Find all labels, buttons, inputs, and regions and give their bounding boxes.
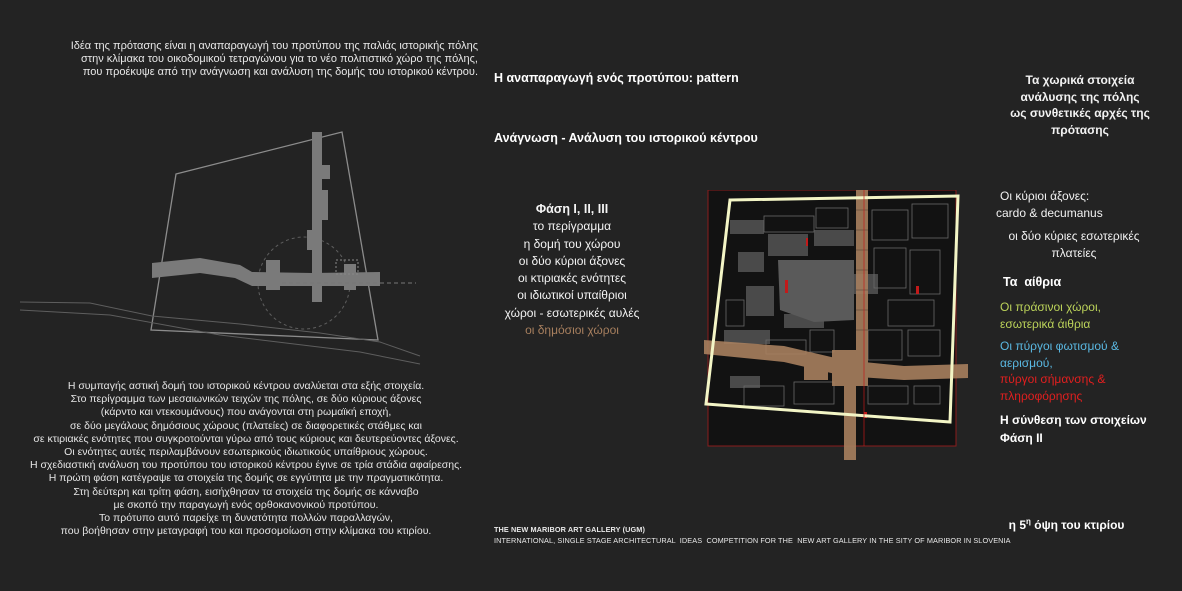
- analysis-line: με σκοπό την παραγωγή ενός ορθοκανονικού προτύπου.: [113, 498, 379, 511]
- fifth-view-sup: η: [1026, 517, 1031, 526]
- phase2-label: Φάση ΙΙ: [1000, 431, 1043, 445]
- footer-subtitle: INTERNATIONAL, SINGLE STAGE ARCHITECTURAL IDEAS COMPETITION FOR THE NEW ART GALLERY IN THE SITY OF MARIBOR IN SLOVENIA: [494, 536, 1011, 545]
- analysis-line: Στη δεύτερη και τρίτη φάση, εισήχθησαν τα στοιχεία της δομής σε κάνναβο: [73, 485, 419, 498]
- courtyard-block: [730, 220, 764, 234]
- right-title-line: Τα χωρικά στοιχεία: [1025, 73, 1135, 87]
- phase-item: οι ιδιωτικοί υπαίθριοι: [517, 288, 627, 303]
- axis-segment: [318, 190, 328, 220]
- phase-item: οι δύο κύριοι άξονες: [518, 253, 626, 268]
- pattern-heading: Η αναπαραγωγή ενός προτύπου: pattern: [494, 71, 739, 85]
- courtyard-block: [746, 286, 774, 316]
- analysis-line: που βοήθησαν στην μεταγραφή του και προσομοίωση στην κλίμακα του κτιρίου.: [60, 525, 432, 538]
- block-plan-diagram: [704, 190, 968, 460]
- cardo-extension: [844, 386, 856, 460]
- footer-title: THE NEW MARIBOR ART GALLERY (UGM): [494, 525, 645, 534]
- intro-line: που προέκυψε από την ανάγνωση και ανάλυση της δομής του ιστορικού κέντρου.: [82, 66, 478, 78]
- right-title-line: πρότασης: [1051, 123, 1109, 138]
- phase-item: χώροι - εσωτερικές αυλές: [504, 305, 640, 320]
- analysis-line: Οι ενότητες αυτές περιλαμβάνουν εσωτερικούς ιδιωτικούς υπαίθριους χώρους.: [64, 446, 428, 459]
- intro-line: Ιδέα της πρότασης είναι η αναπαραγωγή του προτύπου της παλιάς ιστορικής πόλης: [70, 40, 478, 52]
- right-title: [996, 72, 1164, 139]
- plaza-path: [832, 350, 868, 386]
- courtyard-block: [724, 330, 770, 344]
- city-wall-outline: [151, 132, 378, 340]
- phase-title: Φάση Ι, ΙΙ, ΙΙΙ: [535, 202, 609, 216]
- fifth-view-prefix: η 5: [1008, 518, 1027, 532]
- green-line: εσωτερικά άιθρια: [1000, 316, 1091, 331]
- axis-segment: [344, 264, 356, 290]
- courtyard-block: [768, 234, 808, 256]
- axes-label: [996, 188, 1103, 222]
- signal-tower: [785, 280, 788, 293]
- courtyard-block: [814, 230, 854, 246]
- signal-line: πληροφόρησης: [1000, 388, 1083, 403]
- plaza-path: [804, 366, 828, 380]
- squares-label: [1002, 228, 1146, 262]
- squares-line: οι δύο κύριες εσωτερικές: [1008, 229, 1140, 243]
- terrain-line: [20, 310, 420, 364]
- analysis-line: Το πρότυπο αυτό παρείχε τη δυνατότητα πολλών παραλλαγών,: [99, 512, 393, 525]
- atria-label: Τα αίθρια: [1003, 275, 1062, 289]
- towers-line: Οι πύργοι φωτισμού &: [1000, 339, 1119, 353]
- fifth-view-suffix: όψη του κτιρίου: [1030, 518, 1125, 532]
- analysis-line: σε δύο μεγάλους δημόσιους χώρους (πλατείες) σε διαφορετικές στάθμες και: [70, 419, 422, 432]
- squares-line: πλατείες: [1051, 246, 1097, 260]
- synthesis-label: Η σύνθεση των στοιχείων: [1000, 413, 1147, 427]
- analysis-line: Η σχεδιαστική ανάλυση του προτύπου του ιστορικού κέντρου έγινε σε τρία στάδια αφαίρεσης.: [29, 459, 463, 472]
- analysis-line: (κάρντο και ντεκουμάνους) που ανάγονται στη ρωμαϊκή εποχή,: [100, 406, 392, 419]
- public-square: [778, 260, 854, 322]
- axis-segment: [307, 230, 317, 250]
- right-column: [996, 72, 1176, 139]
- signal-tower: [806, 238, 808, 246]
- analysis-line: Η πρώτη φάση κατέγραψε τα στοιχεία της δομής σε εγγύτητα με την πραγματικότητα.: [48, 472, 444, 485]
- analysis-line: Στο περίγραμμα των μεσαιωνικών τειχών της πόλης, σε δύο κύριους άξονες: [70, 393, 422, 406]
- signal-line: πύργοι σήμανσης &: [1000, 372, 1106, 386]
- towers-label: [1000, 338, 1119, 371]
- right-title-line: ανάλυσης της πόλης: [1020, 89, 1140, 104]
- intro-paragraph: [60, 40, 478, 79]
- phase-item-public: οι δημόσιοι χώροι: [525, 323, 619, 338]
- green-spaces-label: [1000, 299, 1101, 332]
- phase-item: η δομή του χώρου: [523, 236, 621, 251]
- historic-center-outline-diagram: [20, 120, 480, 380]
- right-title-line: ως συνθετικές αρχές της: [1010, 106, 1150, 121]
- intro-line: στην κλίμακα του οικοδομικού τετραγώνου για το νέο πολιτιστικό χώρο της πόλης,: [80, 53, 478, 65]
- fifth-view-label: [1002, 503, 1124, 532]
- courtyard-block: [738, 252, 764, 272]
- axes-line: Οι κύριοι άξονες:: [1000, 189, 1090, 203]
- analysis-heading: Ανάγνωση - Ανάλυση του ιστορικού κέντρου: [494, 131, 758, 145]
- axis-segment: [266, 260, 280, 290]
- phase-item: οι κτιριακές ενότητες: [517, 271, 627, 286]
- green-line: Οι πράσινοι χώροι,: [1000, 300, 1101, 314]
- analysis-line: Η συμπαγής αστική δομή του ιστορικού κέντρου αναλύεται στα εξής στοιχεία.: [67, 380, 425, 392]
- footer: [494, 525, 1011, 545]
- axis-segment: [320, 165, 330, 179]
- signal-towers-label: [1000, 371, 1105, 404]
- phase-list: [482, 201, 662, 339]
- signal-tower: [916, 286, 919, 294]
- phase-item: το περίγραμμα: [532, 219, 612, 234]
- axes-line: cardo & decumanus: [996, 206, 1103, 220]
- analysis-paragraph: [10, 380, 482, 538]
- terrain-line: [20, 302, 420, 356]
- analysis-line: σε κτιριακές ενότητες που συγκροτούνται γύρω από τους κύριους και δευτερεύοντες άξονες.: [33, 432, 459, 445]
- towers-line: αερισμού,: [1000, 355, 1053, 370]
